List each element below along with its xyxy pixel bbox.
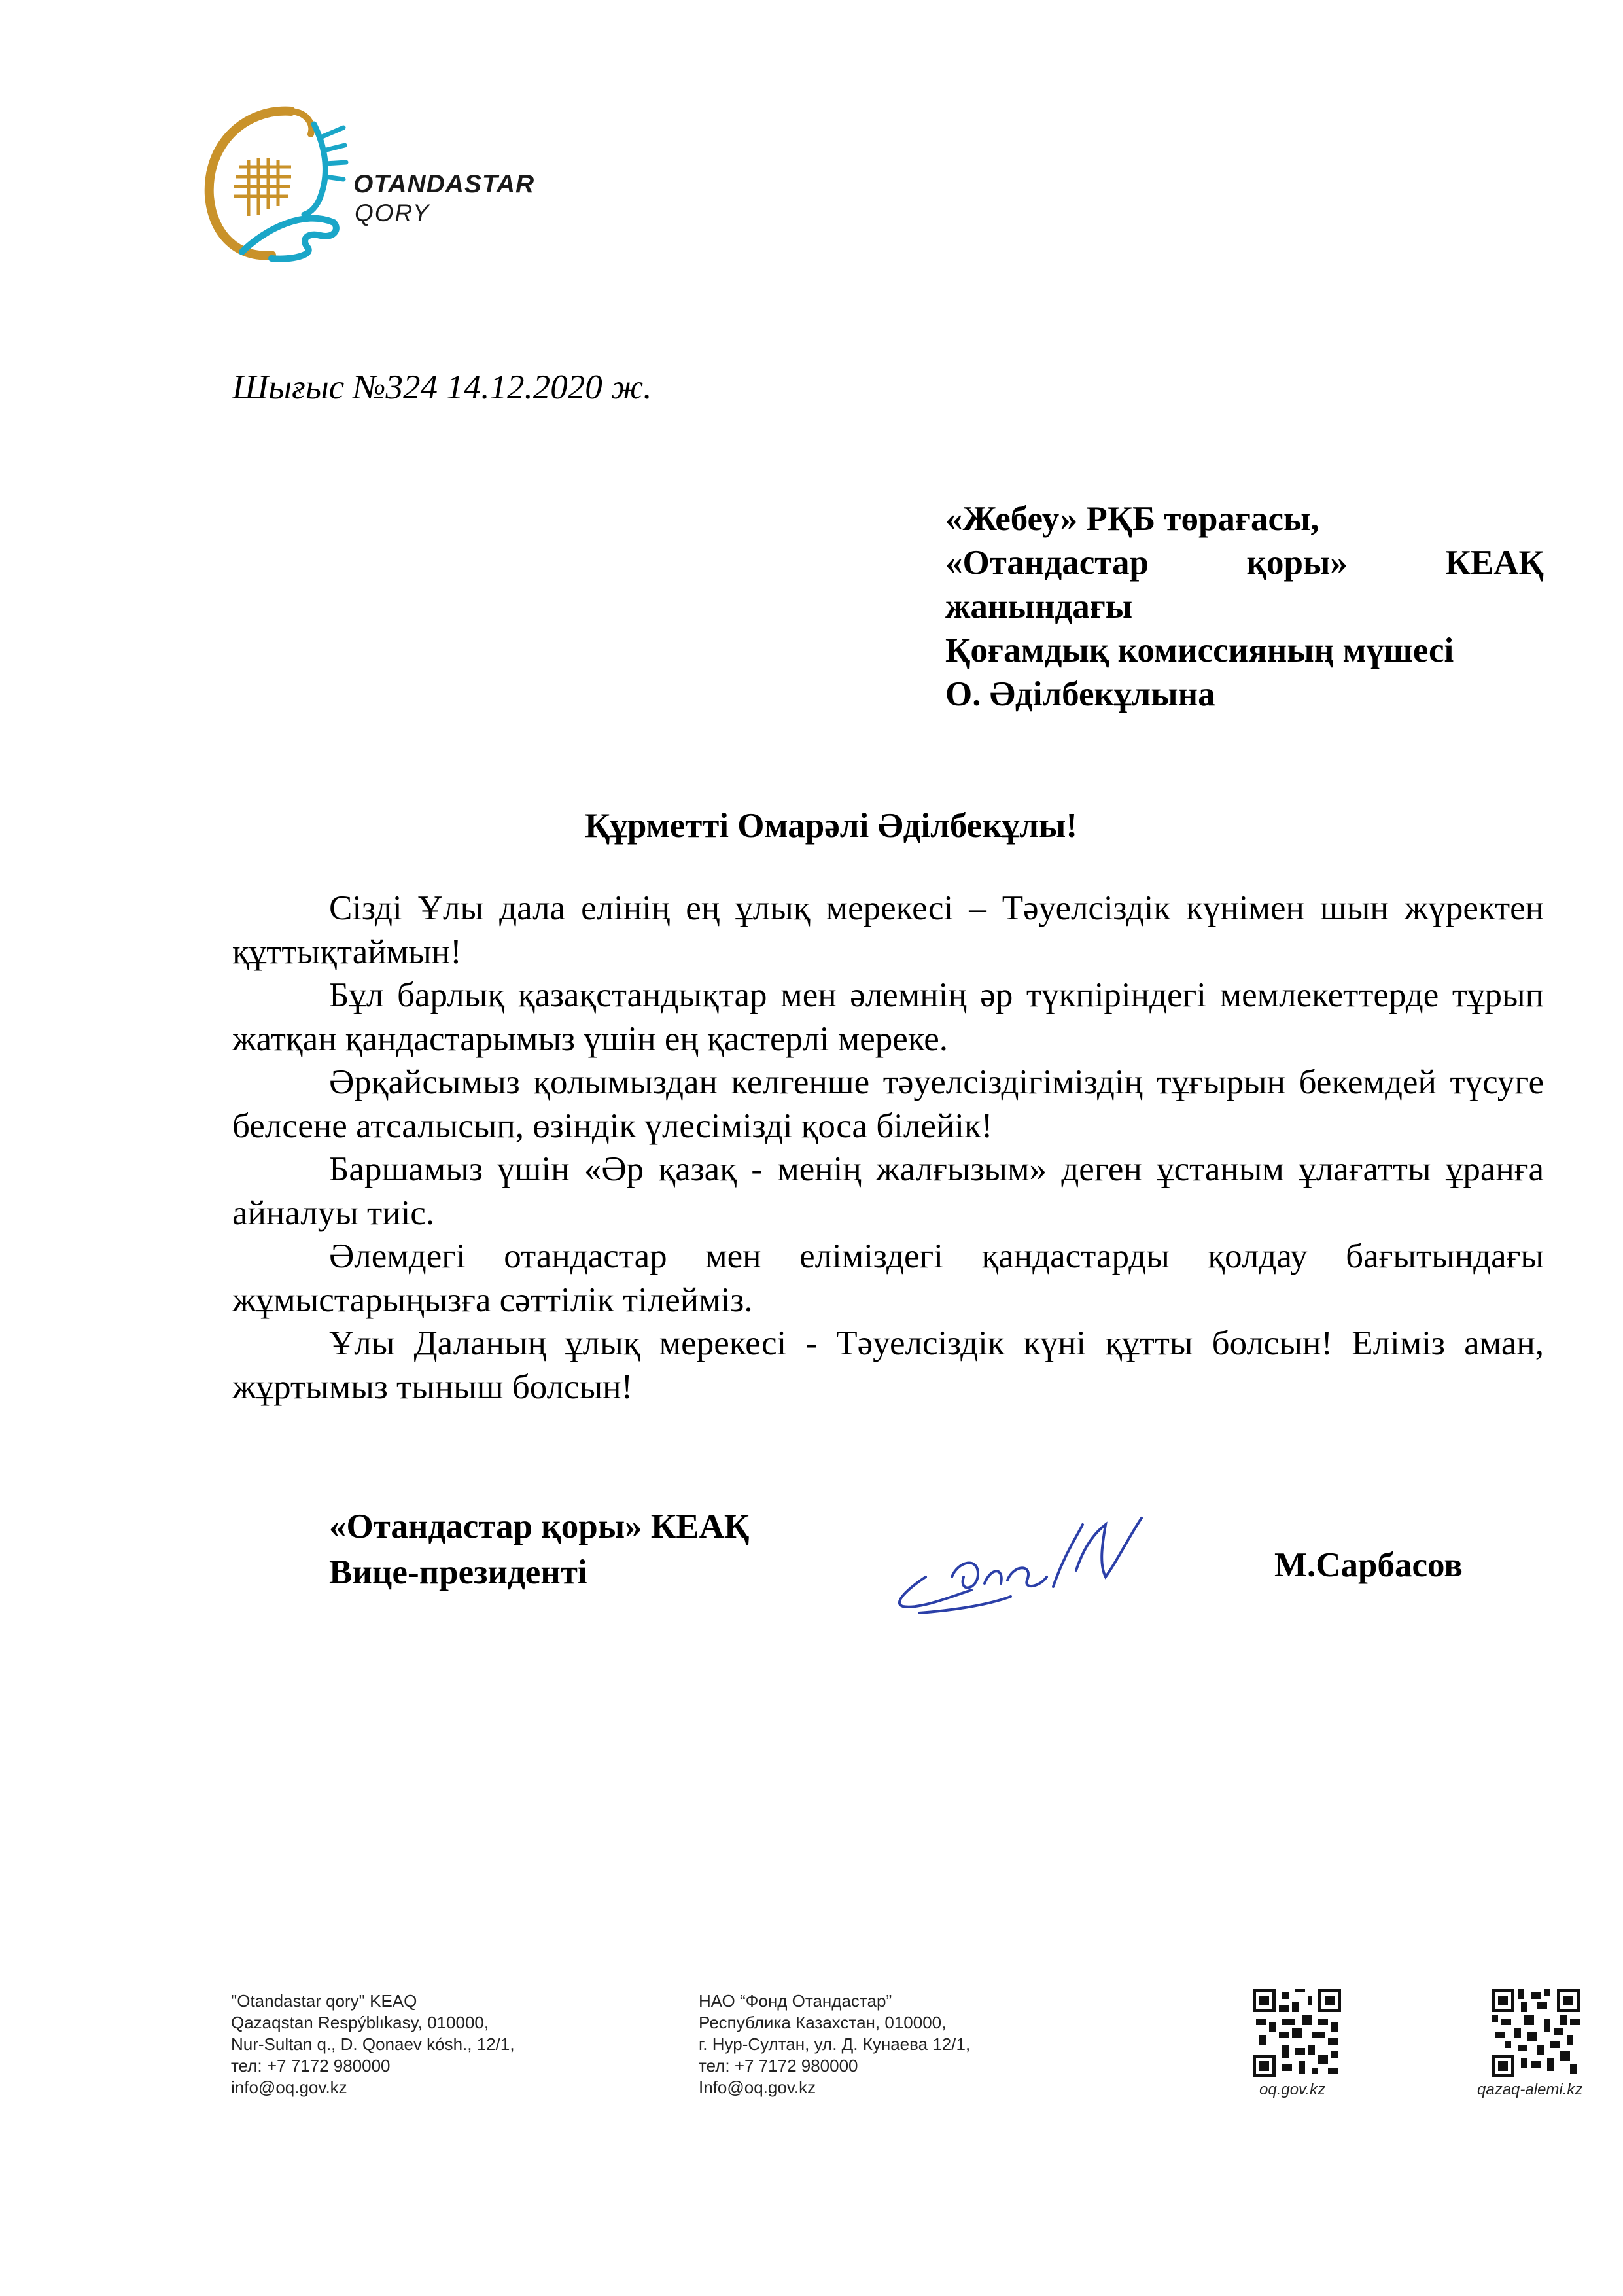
handwritten-signature — [880, 1498, 1174, 1629]
footer-line: "Otandastar qory" KEAQ — [231, 1991, 417, 2011]
footer-line: НАО “Фонд Отандастар” — [699, 1991, 892, 2011]
body-paragraph: Ұлы Даланың ұлық мерекесі - Тәуелсіздік күні құтты болсын! Еліміз аман, жұртымыз тыныш болсын! — [232, 1324, 1544, 1406]
signatory-position: Вице-президенті — [329, 1553, 587, 1591]
addressee-word: «Отандастар — [945, 544, 1149, 582]
body-paragraph: Әлемдегі отандастар мен еліміздегі қандастарды қолдау бағытындағы жұмыстарыңызға сәттілік тілейміз. — [232, 1237, 1544, 1319]
footer-line: Info@oq.gov.kz — [699, 2077, 816, 2097]
footer-line: г. Нур-Султан, ул. Д. Кунаева 12/1, — [699, 2034, 971, 2054]
footer-line: Qazaqstan Respýblıkasy, 010000, — [231, 2013, 489, 2032]
signatory-title — [329, 1504, 749, 1595]
logo-name-secondary: QORY — [355, 200, 430, 226]
addressee-line: Қоғамдық комиссияның мүшесі — [945, 631, 1454, 669]
signatory-name: М.Сарбасов — [1274, 1546, 1463, 1584]
footer-line: тел: +7 7172 980000 — [231, 2056, 391, 2075]
body-paragraph: Баршамыз үшін «Әр қазақ - менің жалғызым» деген ұстаным ұлағатты ұранға айналуы тиіс. — [232, 1150, 1544, 1232]
salutation: Құрметті Омарәлі Әділбекұлы! — [585, 807, 1077, 845]
body-paragraph: Бұл барлық қазақстандықтар мен әлемнің әр түкпіріндегі мемлекеттерде тұрып жатқан қандастарымыз үшін ең қастерлі мереке. — [232, 976, 1544, 1058]
qr-code-icon[interactable] — [1492, 1989, 1580, 2077]
footer-line: info@oq.gov.kz — [231, 2077, 347, 2097]
footer-line: тел: +7 7172 980000 — [699, 2056, 858, 2075]
qr-caption: qazaq-alemi.kz — [1477, 2081, 1583, 2098]
addressee-line — [945, 541, 1544, 585]
addressee-line: «Жебеу» РҚБ төрағасы, — [945, 500, 1319, 538]
qr-code-icon[interactable] — [1253, 1989, 1341, 2077]
outgoing-number: Шығыс №324 14.12.2020 ж. — [232, 368, 652, 406]
qr-caption: oq.gov.kz — [1259, 2081, 1325, 2098]
addressee-block — [945, 497, 1544, 716]
addressee-word: КЕАҚ — [1445, 544, 1544, 582]
footer-address-cyrillic — [699, 1990, 970, 2098]
addressee-word: қоры» — [1246, 544, 1348, 582]
otandastar-logo-icon — [193, 98, 350, 268]
addressee-line: О. Әділбекұлына — [945, 675, 1215, 713]
logo-name-primary: OTANDASTAR — [353, 170, 535, 198]
body-paragraph: Сізді Ұлы дала елінің ең ұлық мерекесі – Тәуелсіздік күнімен шын жүректен құттықтаймын! — [232, 889, 1544, 971]
footer-address-latin — [231, 1990, 515, 2098]
letter-body — [232, 887, 1544, 1409]
footer-line: Республика Казахстан, 010000, — [699, 2013, 947, 2032]
organization-logo — [193, 98, 559, 268]
footer-line: Nur-Sultan q., D. Qonaev kósh., 12/1, — [231, 2034, 515, 2054]
addressee-line: жанындағы — [945, 588, 1133, 626]
signatory-organization: «Отандастар қоры» КЕАҚ — [329, 1508, 750, 1545]
body-paragraph: Әрқайсымыз қолымыздан келгенше тәуелсіздігіміздің тұғырын бекемдей түсуге белсене атсалысып, өзіндік үлесімізді қоса білейік! — [232, 1063, 1544, 1145]
